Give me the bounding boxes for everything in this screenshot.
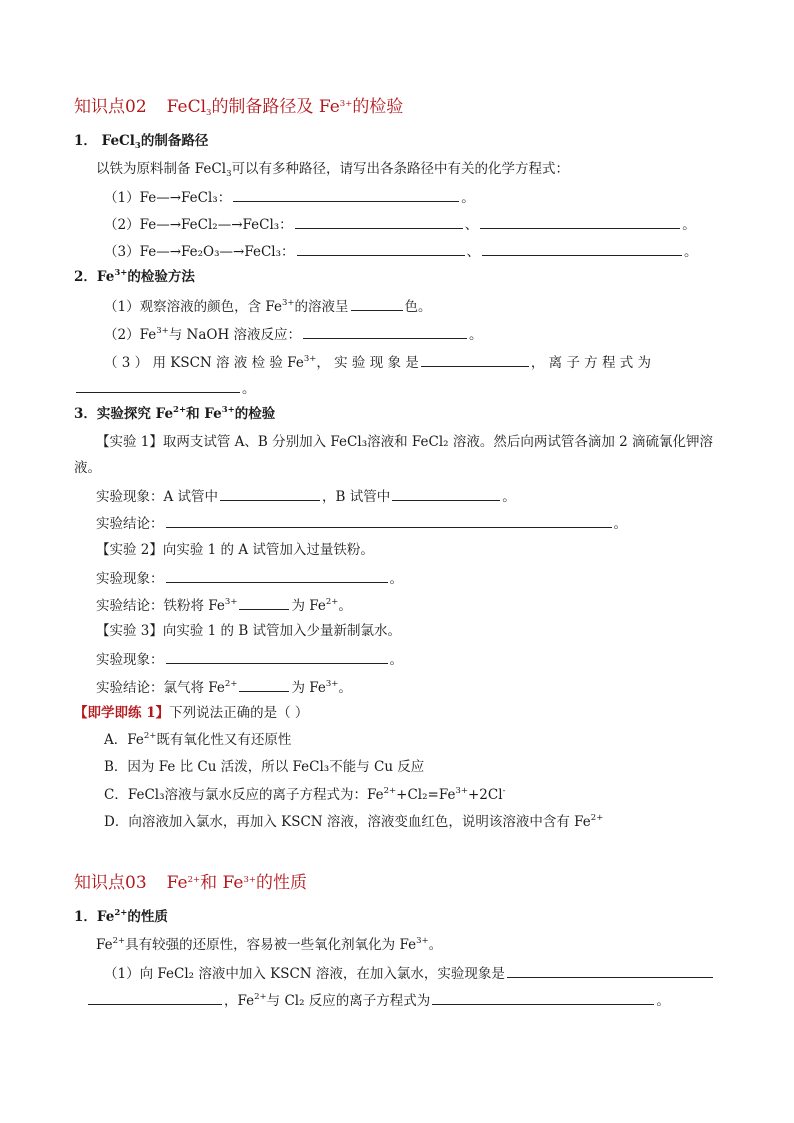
answer-blank[interactable] <box>166 649 388 664</box>
answer-blank[interactable] <box>303 324 467 339</box>
option-d[interactable]: D．向溶液加入氯水，再加入 KSCN 溶液，溶液变血红色，说明该溶液中含有 $Fe^{2+}$ <box>104 813 604 830</box>
answer-blank[interactable] <box>239 677 289 692</box>
exp3-observation: 实验现象： 。 <box>96 649 403 669</box>
exp2-conclusion: 实验结论：铁粉将 $Fe^{3+}$ 为 $Fe^{2+}$。 <box>96 597 352 614</box>
section-02-title: 知识点02 FeCl$_3$的制备路径及 $Fe^{3+}$的检验 <box>74 97 404 118</box>
part1-heading: 1． FeCl$_3$的制备路径 <box>74 133 209 151</box>
answer-blank[interactable] <box>482 241 682 256</box>
part3-heading: 3．实验探究 $Fe^{2+}$和 $Fe^{3+}$的检验 <box>74 405 276 422</box>
section-03-title: 知识点03 $Fe^{2+}$和 $Fe^{3+}$的性质 <box>74 873 307 893</box>
answer-blank[interactable] <box>166 568 388 583</box>
answer-blank[interactable] <box>166 513 612 528</box>
answer-blank[interactable] <box>392 486 500 501</box>
answer-blank[interactable] <box>220 486 320 501</box>
path-2: （2）Fe—→FeCl₂—→FeCl₃： 、 。 <box>104 214 696 234</box>
answer-blank[interactable] <box>432 990 654 1005</box>
part2-heading: 2．$Fe^{3+}$的检验方法 <box>74 268 195 285</box>
part4-item-1: （1）向 FeCl₂ 溶液中加入 KSCN 溶液，在加入氯水，实验现象是 <box>104 963 715 983</box>
exp1-observation: 实验现象：A 试管中 ，B 试管中 。 <box>96 486 516 506</box>
answer-blank[interactable] <box>480 214 680 229</box>
section-02-label: 知识点02 <box>74 97 147 117</box>
exp2-title: 【实验 2】向实验 1 的 A 试管加入过量铁粉。 <box>96 542 374 558</box>
exp1-title: 【实验 1】取两支试管 A、B 分别加入 FeCl₃溶液和 FeCl₂ 溶液。然后向两试管各滴加 2 滴硫氰化钾溶 <box>96 434 714 450</box>
part2-item-1: （1）观察溶液的颜色，含 $Fe^{3+}$的溶液呈 色。 <box>104 298 432 315</box>
answer-blank[interactable] <box>88 990 222 1005</box>
part4-intro: $Fe^{2+}$具有较强的还原性，容易被一些氧化剂氧化为 $Fe^{3+}$。 <box>96 936 443 953</box>
practice-question: 【即学即练 1】下列说法正确的是（ ） <box>74 705 309 721</box>
part4-item-1-cont: ，$Fe^{2+}$与 Cl₂ 反应的离子方程式为 。 <box>86 990 670 1010</box>
exp1-title-cont: 液。 <box>74 460 101 476</box>
exp1-conclusion: 实验结论： 。 <box>96 513 627 533</box>
part1-intro: 以铁为原料制备 FeCl$_3$可以有多种路径，请写出各条路径中有关的化学方程式： <box>96 161 569 179</box>
part2-item-3-cont: 。 <box>74 378 256 398</box>
answer-blank[interactable] <box>507 963 713 978</box>
exp3-title: 【实验 3】向实验 1 的 B 试管加入少量新制氯水。 <box>96 623 402 639</box>
path-1: （1）Fe—→FeCl₃： 。 <box>104 187 475 207</box>
exp3-conclusion: 实验结论：氯气将 $Fe^{2+}$ 为 $Fe^{3+}$。 <box>96 679 352 696</box>
answer-blank[interactable] <box>351 296 403 311</box>
section-03-label: 知识点03 <box>74 873 147 893</box>
answer-blank[interactable] <box>233 187 459 202</box>
practice-tag: 【即学即练 1】 <box>74 705 170 721</box>
path-3: （3）Fe—→Fe₂O₃—→FeCl₃： 、 。 <box>104 241 698 261</box>
option-b[interactable]: B．因为 Fe 比 Cu 活泼，所以 FeCl₃不能与 Cu 反应 <box>104 759 425 775</box>
answer-blank[interactable] <box>76 378 240 393</box>
answer-blank[interactable] <box>421 352 529 367</box>
answer-blank[interactable] <box>239 595 289 610</box>
answer-blank[interactable] <box>295 214 463 229</box>
part2-item-3: （ 3 ） 用 KSCN 溶 液 检 验 $Fe^{3+}$， 实 验 现 象 是 ， 离 子 方 程 式 为 <box>104 354 652 371</box>
part2-item-2: $(2)Fe^{3+}$与 NaOH 溶液反应： 。 <box>104 326 483 343</box>
option-c[interactable]: C．FeCl₃溶液与氯水反应的离子方程式为：$Fe^{2+}+Cl_2=Fe^{3+}+2Cl^-$ <box>104 786 506 803</box>
exp2-observation: 实验现象： 。 <box>96 568 403 588</box>
part4-heading: 1．$Fe^{2+}$的性质 <box>74 908 168 925</box>
option-a[interactable]: A．$Fe^{2+}$既有氧化性又有还原性 <box>104 731 292 748</box>
answer-blank[interactable] <box>297 241 465 256</box>
